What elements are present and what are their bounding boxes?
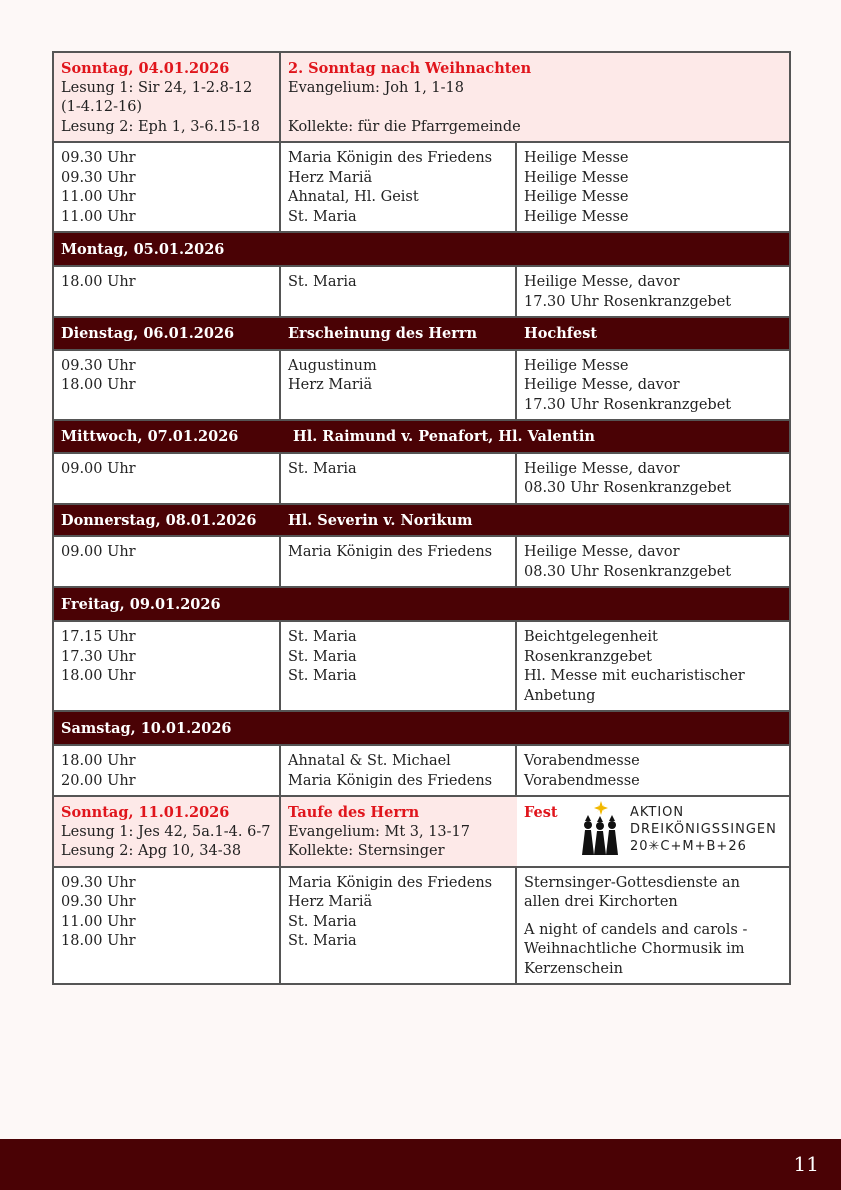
time: 09.30 Uhr — [61, 874, 136, 891]
sunday-header-row — [53, 796, 790, 867]
places-cell — [280, 266, 516, 317]
time: 17.30 Uhr — [61, 648, 136, 665]
time: 09.00 Uhr — [61, 460, 136, 477]
collection: Kollekte: Sternsinger — [288, 843, 445, 859]
service: A night of candels and carols - — [524, 921, 748, 938]
place: St. Maria — [288, 460, 357, 477]
service: Heilige Messe, davor — [524, 544, 680, 560]
time: 18.00 Uhr — [61, 753, 136, 769]
places-cell — [280, 350, 516, 421]
service: Heilige Messe, davor — [524, 460, 680, 477]
service: 08.30 Uhr Rosenkranzgebet — [524, 480, 732, 496]
places-cell — [280, 453, 516, 504]
places-cell — [280, 867, 516, 985]
day-date: Montag, 05.01.2026 — [53, 232, 280, 266]
service-row — [53, 536, 790, 587]
day-date: Freitag, 09.01.2026 — [53, 587, 280, 621]
time: 09.00 Uhr — [61, 544, 136, 560]
times-cell — [53, 142, 280, 232]
service: Kerzenschein — [524, 960, 623, 977]
place: Augustinum — [288, 357, 377, 374]
service: Sternsinger-Gottesdienste an — [524, 874, 740, 891]
reading-2: Lesung 2: Apg 10, 34-38 — [61, 843, 242, 859]
time: 18.00 Uhr — [61, 668, 136, 684]
place: Ahnatal, Hl. Geist — [288, 189, 419, 205]
day-feast — [280, 232, 790, 266]
day-feast: Hl. Severin v. Norikum — [280, 504, 790, 537]
place: St. Maria — [288, 629, 357, 645]
service: 17.30 Uhr Rosenkranzgebet — [524, 293, 732, 310]
reading-1-alt: (1-4.12-16) — [61, 99, 143, 115]
time: 11.00 Uhr — [61, 913, 136, 930]
service: Vorabendmesse — [524, 772, 640, 789]
day-date: Sonntag, 11.01.2026 — [61, 804, 230, 821]
time: 11.00 Uhr — [61, 208, 136, 225]
service-row — [53, 142, 790, 232]
place: St. Maria — [288, 648, 357, 665]
day-feast: Hl. Raimund v. Penafort, Hl. Valentin — [280, 420, 790, 453]
page-footer-bar — [0, 1139, 841, 1190]
service: Heilige Messe — [524, 169, 629, 186]
services-cell — [516, 745, 790, 796]
collection: Kollekte: für die Pfarrgemeinde — [288, 118, 521, 135]
service: 08.30 Uhr Rosenkranzgebet — [524, 563, 732, 580]
day-date: Donnerstag, 08.01.2026 — [53, 504, 280, 537]
service: Heilige Messe, davor — [524, 274, 680, 290]
place: Maria Königin des Friedens — [288, 150, 493, 166]
day-header-row — [53, 711, 790, 745]
places-cell — [280, 621, 516, 711]
gospel: Evangelium: Mt 3, 13-17 — [288, 823, 471, 840]
services-cell — [516, 536, 790, 587]
place: Herz Mariä — [288, 169, 373, 186]
time: 20.00 Uhr — [61, 772, 136, 789]
day-rank: Hochfest — [516, 317, 790, 350]
service: Heilige Messe — [524, 208, 629, 225]
service: Vorabendmesse — [524, 753, 640, 769]
service-row — [53, 266, 790, 317]
service: Heilige Messe, davor — [524, 377, 680, 393]
day-rank: Fest — [524, 804, 558, 821]
sunday-header-row — [53, 52, 790, 142]
time: 09.30 Uhr — [61, 150, 136, 166]
place: St. Maria — [288, 668, 357, 684]
service-row — [53, 453, 790, 504]
reading-2: Lesung 2: Eph 1, 3-6.15-18 — [61, 118, 260, 135]
place: Maria Königin des Friedens — [288, 544, 493, 560]
day-date: Samstag, 10.01.2026 — [53, 711, 280, 745]
times-cell — [53, 350, 280, 421]
place: St. Maria — [288, 933, 357, 949]
places-cell — [280, 536, 516, 587]
services-cell — [516, 142, 790, 232]
day-header-row — [53, 232, 790, 266]
place: Ahnatal & St. Michael — [288, 753, 451, 769]
services-cell — [516, 867, 790, 985]
service-row — [53, 621, 790, 711]
logo-line-1: AKTION — [630, 805, 685, 820]
day-feast: Erscheinung des Herrn — [280, 317, 516, 350]
service: Heilige Messe — [524, 150, 629, 166]
day-date: Mittwoch, 07.01.2026 — [53, 420, 280, 453]
service: Heilige Messe — [524, 357, 629, 374]
sunday-info-cell — [280, 52, 790, 142]
place: Maria Königin des Friedens — [288, 772, 493, 789]
time: 09.30 Uhr — [61, 357, 136, 374]
times-cell — [53, 621, 280, 711]
sunday-info-cell — [280, 796, 516, 867]
day-feast — [280, 587, 790, 621]
liturgical-title: Taufe des Herrn — [288, 804, 420, 821]
time: 09.30 Uhr — [61, 169, 136, 186]
place: St. Maria — [288, 274, 357, 290]
times-cell — [53, 453, 280, 504]
times-cell — [53, 536, 280, 587]
day-header-row — [53, 504, 790, 537]
time: 18.00 Uhr — [61, 274, 136, 290]
day-date: Dienstag, 06.01.2026 — [53, 317, 280, 350]
places-cell — [280, 745, 516, 796]
time: 18.00 Uhr — [61, 377, 136, 393]
service: Hl. Messe mit eucharistischer — [524, 668, 745, 684]
times-cell — [53, 867, 280, 985]
day-feast — [280, 711, 790, 745]
place: St. Maria — [288, 913, 357, 930]
service-row — [53, 350, 790, 421]
liturgical-title: 2. Sonntag nach Weihnachten — [288, 60, 532, 77]
service: Heilige Messe — [524, 189, 629, 205]
service: Beichtgelegenheit — [524, 629, 658, 645]
page-number: 11 — [793, 1152, 819, 1176]
day-header-row — [53, 317, 790, 350]
logo-line-3: 20✳C+M+B+26 — [630, 839, 747, 854]
day-header-row — [53, 587, 790, 621]
place: Herz Mariä — [288, 377, 373, 393]
places-cell — [280, 142, 516, 232]
place: St. Maria — [288, 208, 357, 225]
logo-line-2: DREIKÖNIGSSINGEN — [630, 822, 777, 837]
day-header-row — [53, 420, 790, 453]
rank-logo-cell — [516, 796, 790, 867]
sternsinger-logo — [577, 801, 777, 857]
time: 17.15 Uhr — [61, 629, 136, 645]
reading-1: Lesung 1: Jes 42, 5a.1-4. 6-7 — [61, 823, 271, 840]
schedule-table — [52, 51, 791, 985]
times-cell — [53, 745, 280, 796]
service: Rosenkranzgebet — [524, 648, 652, 665]
place: Maria Königin des Friedens — [288, 874, 493, 891]
time: 11.00 Uhr — [61, 189, 136, 205]
services-cell — [516, 350, 790, 421]
times-cell — [53, 266, 280, 317]
gospel: Evangelium: Joh 1, 1-18 — [288, 79, 464, 96]
sunday-date-cell — [53, 52, 280, 142]
time: 18.00 Uhr — [61, 933, 136, 949]
service-row — [53, 745, 790, 796]
service-row — [53, 867, 790, 985]
day-date: Sonntag, 04.01.2026 — [61, 60, 230, 77]
time: 09.30 Uhr — [61, 894, 136, 910]
sternsinger-figures-icon — [577, 801, 629, 857]
service: Weihnachtliche Chormusik im — [524, 941, 745, 957]
service: allen drei Kirchorten — [524, 894, 678, 910]
service: 17.30 Uhr Rosenkranzgebet — [524, 396, 732, 413]
reading-1: Lesung 1: Sir 24, 1-2.8-12 — [61, 79, 253, 96]
services-cell — [516, 621, 790, 711]
services-cell — [516, 453, 790, 504]
place: Herz Mariä — [288, 894, 373, 910]
service: Anbetung — [524, 687, 596, 704]
services-cell — [516, 266, 790, 317]
sunday-date-cell — [53, 796, 280, 867]
